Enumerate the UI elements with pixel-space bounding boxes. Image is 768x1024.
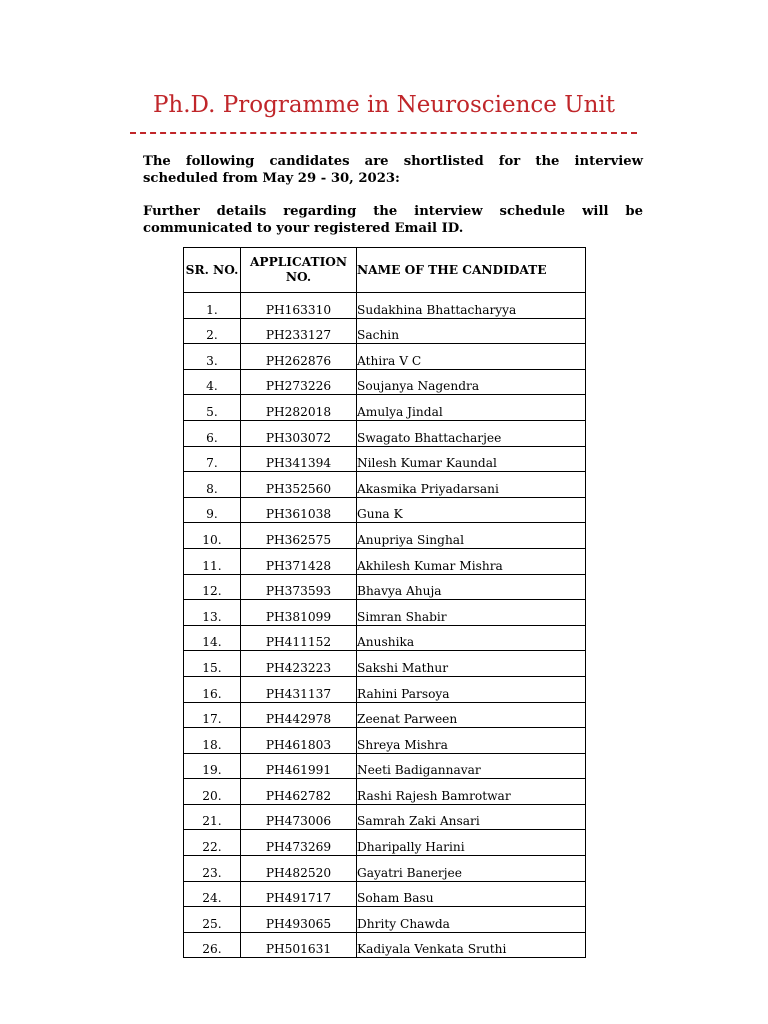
details-paragraph: Further details regarding the interview schedule will be communicated to your registered Email ID. <box>143 204 643 236</box>
cell-application-no: PH341394 <box>241 446 357 472</box>
candidates-table <box>183 247 586 958</box>
table-row <box>184 753 586 779</box>
cell-application-no: PH491717 <box>241 881 357 907</box>
cell-application-no: PH473006 <box>241 804 357 830</box>
header-sr-no: SR. NO. <box>184 248 241 293</box>
cell-sr-no: 26. <box>184 932 241 958</box>
cell-sr-no: 23. <box>184 856 241 882</box>
cell-application-no: PH423223 <box>241 651 357 677</box>
table-row <box>184 804 586 830</box>
cell-application-no: PH303072 <box>241 420 357 446</box>
cell-candidate-name: Soham Basu <box>357 881 586 907</box>
cell-sr-no: 18. <box>184 728 241 754</box>
cell-application-no: PH482520 <box>241 856 357 882</box>
cell-application-no: PH362575 <box>241 523 357 549</box>
cell-application-no: PH442978 <box>241 702 357 728</box>
cell-sr-no: 14. <box>184 625 241 651</box>
cell-application-no: PH361038 <box>241 497 357 523</box>
cell-sr-no: 3. <box>184 344 241 370</box>
candidates-table-body <box>184 293 586 958</box>
cell-candidate-name: Anushika <box>357 625 586 651</box>
cell-candidate-name: Sachin <box>357 318 586 344</box>
cell-candidate-name: Akasmika Priyadarsani <box>357 472 586 498</box>
cell-application-no: PH262876 <box>241 344 357 370</box>
cell-sr-no: 15. <box>184 651 241 677</box>
table-row <box>184 395 586 421</box>
cell-sr-no: 4. <box>184 369 241 395</box>
cell-candidate-name: Soujanya Nagendra <box>357 369 586 395</box>
cell-application-no: PH461991 <box>241 753 357 779</box>
cell-candidate-name: Athira V C <box>357 344 586 370</box>
table-row <box>184 856 586 882</box>
table-row <box>184 651 586 677</box>
cell-candidate-name: Sudakhina Bhattacharyya <box>357 293 586 319</box>
table-row <box>184 548 586 574</box>
cell-sr-no: 7. <box>184 446 241 472</box>
table-row <box>184 369 586 395</box>
cell-application-no: PH371428 <box>241 548 357 574</box>
cell-candidate-name: Zeenat Parween <box>357 702 586 728</box>
cell-sr-no: 13. <box>184 600 241 626</box>
cell-sr-no: 1. <box>184 293 241 319</box>
cell-application-no: PH381099 <box>241 600 357 626</box>
table-row <box>184 625 586 651</box>
cell-sr-no: 24. <box>184 881 241 907</box>
cell-candidate-name: Amulya Jindal <box>357 395 586 421</box>
table-row <box>184 523 586 549</box>
cell-application-no: PH431137 <box>241 676 357 702</box>
cell-candidate-name: Neeti Badigannavar <box>357 753 586 779</box>
table-row <box>184 676 586 702</box>
cell-application-no: PH493065 <box>241 907 357 933</box>
cell-sr-no: 6. <box>184 420 241 446</box>
cell-application-no: PH352560 <box>241 472 357 498</box>
cell-candidate-name: Dhrity Chawda <box>357 907 586 933</box>
table-row <box>184 932 586 958</box>
cell-candidate-name: Rahini Parsoya <box>357 676 586 702</box>
cell-candidate-name: Gayatri Banerjee <box>357 856 586 882</box>
cell-candidate-name: Simran Shabir <box>357 600 586 626</box>
cell-sr-no: 19. <box>184 753 241 779</box>
cell-candidate-name: Swagato Bhattacharjee <box>357 420 586 446</box>
intro-paragraph: The following candidates are shortlisted for the interview scheduled from May 29 - 30, 2023: <box>143 154 643 186</box>
cell-sr-no: 22. <box>184 830 241 856</box>
table-header-row <box>184 248 586 293</box>
table-row <box>184 728 586 754</box>
cell-application-no: PH373593 <box>241 574 357 600</box>
cell-sr-no: 17. <box>184 702 241 728</box>
cell-application-no: PH461803 <box>241 728 357 754</box>
cell-application-no: PH473269 <box>241 830 357 856</box>
cell-sr-no: 8. <box>184 472 241 498</box>
title-dashed-divider <box>130 132 637 134</box>
table-row <box>184 420 586 446</box>
table-row <box>184 830 586 856</box>
table-row <box>184 881 586 907</box>
cell-candidate-name: Samrah Zaki Ansari <box>357 804 586 830</box>
cell-sr-no: 11. <box>184 548 241 574</box>
table-row <box>184 318 586 344</box>
cell-candidate-name: Nilesh Kumar Kaundal <box>357 446 586 472</box>
header-application-no: APPLICATION NO. <box>241 248 357 293</box>
cell-application-no: PH163310 <box>241 293 357 319</box>
page-title: Ph.D. Programme in Neuroscience Unit <box>152 92 616 118</box>
table-row <box>184 497 586 523</box>
cell-candidate-name: Bhavya Ahuja <box>357 574 586 600</box>
cell-candidate-name: Kadiyala Venkata Sruthi <box>357 932 586 958</box>
cell-candidate-name: Rashi Rajesh Bamrotwar <box>357 779 586 805</box>
cell-candidate-name: Dharipally Harini <box>357 830 586 856</box>
cell-sr-no: 10. <box>184 523 241 549</box>
cell-sr-no: 25. <box>184 907 241 933</box>
table-row <box>184 600 586 626</box>
cell-sr-no: 9. <box>184 497 241 523</box>
cell-application-no: PH501631 <box>241 932 357 958</box>
table-row <box>184 779 586 805</box>
cell-sr-no: 2. <box>184 318 241 344</box>
header-candidate-name: NAME OF THE CANDIDATE <box>357 248 586 293</box>
table-row <box>184 702 586 728</box>
table-row <box>184 344 586 370</box>
cell-application-no: PH282018 <box>241 395 357 421</box>
table-row <box>184 574 586 600</box>
table-row <box>184 293 586 319</box>
cell-application-no: PH273226 <box>241 369 357 395</box>
cell-sr-no: 5. <box>184 395 241 421</box>
table-row <box>184 446 586 472</box>
cell-sr-no: 21. <box>184 804 241 830</box>
cell-candidate-name: Guna K <box>357 497 586 523</box>
cell-sr-no: 12. <box>184 574 241 600</box>
table-row <box>184 472 586 498</box>
cell-application-no: PH411152 <box>241 625 357 651</box>
cell-application-no: PH233127 <box>241 318 357 344</box>
cell-sr-no: 20. <box>184 779 241 805</box>
cell-candidate-name: Sakshi Mathur <box>357 651 586 677</box>
cell-sr-no: 16. <box>184 676 241 702</box>
cell-candidate-name: Akhilesh Kumar Mishra <box>357 548 586 574</box>
table-row <box>184 907 586 933</box>
cell-application-no: PH462782 <box>241 779 357 805</box>
cell-candidate-name: Shreya Mishra <box>357 728 586 754</box>
cell-candidate-name: Anupriya Singhal <box>357 523 586 549</box>
